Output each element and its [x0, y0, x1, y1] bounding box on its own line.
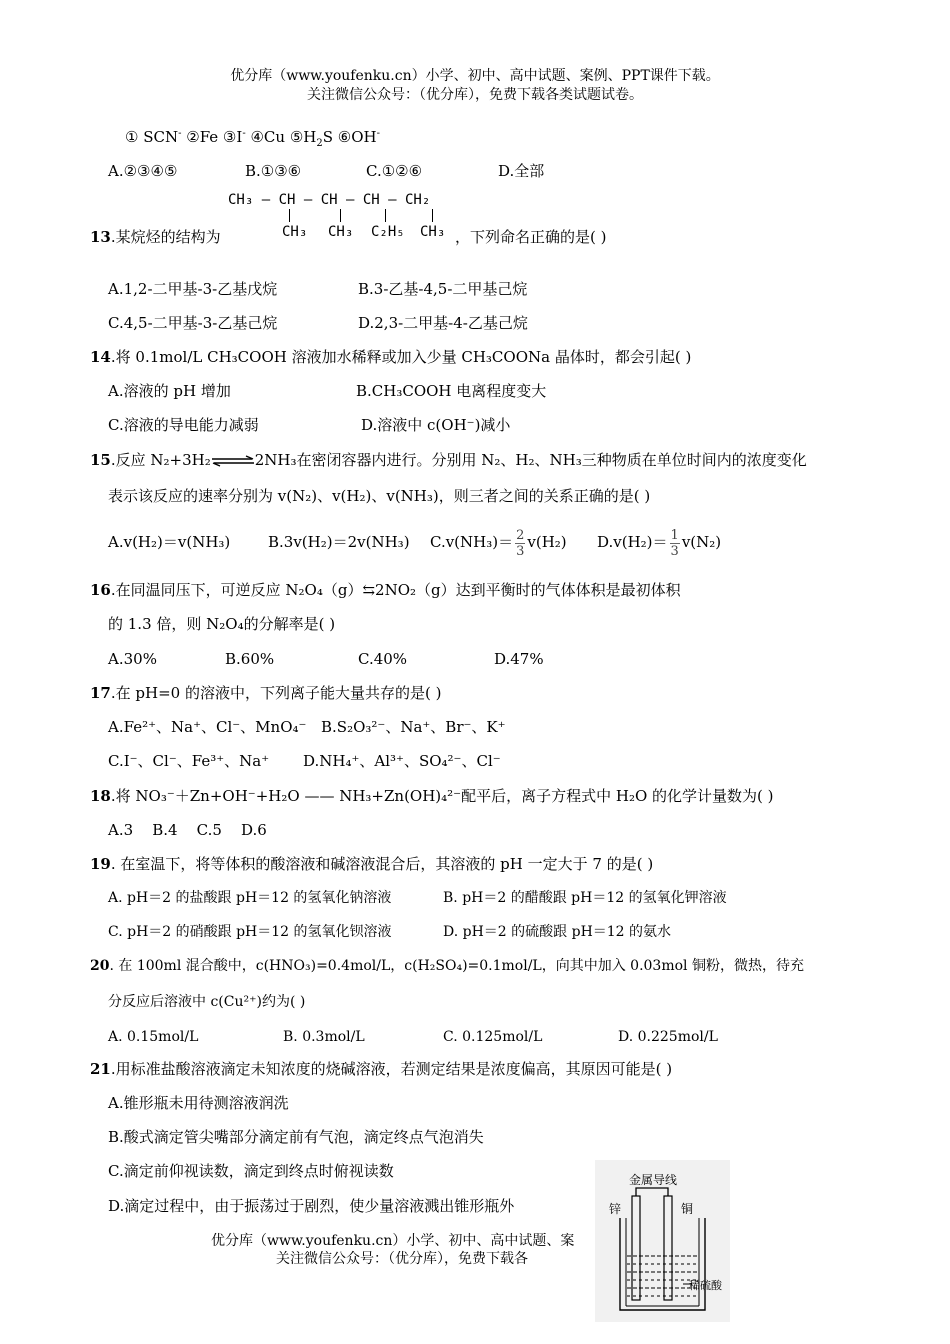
q18-options: A.3 B.4 C.5 D.6 [108, 821, 267, 839]
q15-option-d: D.v(H₂)＝ $\frac{1}{3}$ v(N₂) [597, 527, 722, 559]
q14-stem: 14.将 0.1mol/L CH₃COOH 溶液加水稀释或加入少量 CH₃COONa 晶体时，都会引起( ) [90, 348, 692, 366]
q15-option-c: C.v(NH₃)＝ $\frac{2}{3}$ v(H₂) [430, 527, 567, 559]
wire-label: 金属导线 [629, 1173, 678, 1187]
q13-bond-1 [289, 209, 290, 222]
q14-option-c: C.溶液的导电能力减弱 [108, 416, 259, 434]
footer-line-1: 优分库（www.youfenku.cn）小学、初中、高中试题、案 [211, 1233, 575, 1249]
q13-option-b: B.3-乙基-4,5-二甲基己烷 [358, 280, 528, 298]
q13-stem: 13.某烷烃的结构为 [90, 228, 221, 246]
q16-stem: 16.在同温同压下，可逆反应 N₂O₄（g）⇆2NO₂（g）达到平衡时的气体体积是最初体积 [90, 581, 681, 599]
q16-option-c: C.40% [358, 650, 408, 668]
q13-bond-4 [432, 209, 433, 222]
q20-number: 20 [90, 958, 110, 974]
q17-option-a: A.Fe²⁺、Na⁺、Cl⁻、MnO₄⁻ [108, 718, 307, 736]
q21-number: 21 [90, 1060, 111, 1078]
q18-number: 18 [90, 787, 111, 805]
q19-option-c: C. pH＝2 的硝酸跟 pH＝12 的氢氧化钡溶液 [108, 924, 392, 940]
q21-stem: 21.用标准盐酸溶液滴定未知浓度的烧碱溶液，若测定结果是浓度偏高，其原因可能是( ) [90, 1060, 673, 1078]
q14-option-a: A.溶液的 pH 增加 [108, 382, 231, 400]
footer-line-2: 关注微信公众号：（优分库），免费下载各 [276, 1251, 528, 1267]
q20-option-d: D. 0.225mol/L [618, 1029, 718, 1045]
q12-option-c: C.①②⑥ [366, 162, 423, 180]
q13-substituent-4: CH₃ [420, 224, 446, 240]
q17-stem: 17.在 pH=0 的溶液中，下列离子能大量共存的是( ) [90, 684, 442, 702]
q21-option-c: C.滴定前仰视读数，滴定到终点时俯视读数 [108, 1162, 394, 1180]
q15-stem: 15.反应 N₂+3H₂ 2NH₃在密闭容器内进行。分别用 N₂、H₂、NH₃三种物质在单位时间内的浓度变化 [90, 451, 807, 469]
q13-number: 13 [90, 228, 111, 246]
q19-option-b: B. pH＝2 的醋酸跟 pH＝12 的氢氧化钾溶液 [443, 890, 727, 906]
q19-number: 19 [90, 855, 111, 873]
header-line-1: 优分库（www.youfenku.cn）小学、初中、高中试题、案例、PPT课件下载。 [230, 68, 720, 84]
q19-option-d: D. pH＝2 的硫酸跟 pH＝12 的氨水 [443, 924, 672, 940]
fraction-two-thirds: $\frac{2}{3}$ [516, 527, 525, 559]
q21-option-b: B.酸式滴定管尖嘴部分滴定前有气泡，滴定终点气泡消失 [108, 1128, 484, 1146]
q13-option-c: C.4,5-二甲基-3-乙基己烷 [108, 314, 278, 332]
q14-option-d: D.溶液中 c(OH⁻)减小 [361, 416, 511, 434]
q12-option-b: B.①③⑥ [245, 162, 302, 180]
q19-stem: 19. 在室温下，将等体积的酸溶液和碱溶液混合后，其溶液的 pH 一定大于 7 的是( ) [90, 855, 654, 873]
copper-label: 铜 [681, 1202, 694, 1216]
acid-label: 稀硫酸 [689, 1279, 722, 1292]
q21-option-a: A.锥形瓶未用待测溶液润洗 [108, 1094, 289, 1112]
q13-substituent-3: C₂H₅ [371, 224, 405, 240]
q15-stem-2: 表示该反应的速率分别为 v(N₂)、v(H₂)、v(NH₃)，则三者之间的关系正确的是( ) [108, 487, 651, 505]
q17-option-c: C.I⁻、Cl⁻、Fe³⁺、Na⁺ [108, 752, 270, 770]
q13-stem-post: ，下列命名正确的是( ) [455, 228, 607, 246]
q13-substituent-1: CH₃ [282, 224, 308, 240]
header-line-2: 关注微信公众号：（优分库），免费下载各类试题试卷。 [307, 87, 643, 103]
q20-stem-2: 分反应后溶液中 c(Cu²⁺)约为( ) [108, 994, 306, 1010]
q20-option-a: A. 0.15mol/L [108, 1029, 199, 1045]
q17-number: 17 [90, 684, 111, 702]
q15-option-a: A.v(H₂)＝v(NH₃) [108, 533, 231, 551]
q15-number: 15 [90, 451, 111, 469]
q17-option-b: B.S₂O₃²⁻、Na⁺、Br⁻、K⁺ [321, 718, 506, 736]
q13-substituent-2: CH₃ [328, 224, 354, 240]
q12-option-a: A.②③④⑤ [108, 162, 178, 180]
q14-number: 14 [90, 348, 111, 366]
q21-option-d: D.滴定过程中，由于振荡过于剧烈，使少量溶液溅出锥形瓶外 [108, 1197, 515, 1215]
q13-option-d: D.2,3-二甲基-4-乙基己烷 [358, 314, 528, 332]
q17-option-d: D.NH₄⁺、Al³⁺、SO₄²⁻、Cl⁻ [303, 752, 501, 770]
q16-option-a: A.30% [108, 650, 157, 668]
q13-structure-main-chain: CH₃ — CH — CH — CH — CH₂ [228, 192, 431, 208]
q16-option-b: B.60% [225, 650, 275, 668]
q15-option-b: B.3v(H₂)＝2v(NH₃) [268, 533, 410, 551]
q13-option-a: A.1,2-二甲基-3-乙基戊烷 [108, 280, 278, 298]
q16-stem-2: 的 1.3 倍，则 N₂O₄的分解率是( ) [108, 615, 336, 633]
fraction-one-third: $\frac{1}{3}$ [670, 527, 679, 559]
q19-option-a: A. pH＝2 的盐酸跟 pH＝12 的氢氧化钠溶液 [108, 890, 392, 906]
q13-bond-3 [385, 209, 386, 222]
galvanic-cell-figure [595, 1160, 730, 1322]
q20-option-b: B. 0.3mol/L [283, 1029, 365, 1045]
q20-stem: 20. 在 100ml 混合酸中，c(HNO₃)=0.4mol/L，c(H₂SO₄)=0.1mol/L，向其中加入 0.03mol 铜粉，微热，待充 [90, 958, 804, 974]
q12-option-d: D.全部 [498, 162, 545, 180]
q14-option-b: B.CH₃COOH 电离程度变大 [356, 382, 547, 400]
equilibrium-arrow-icon [211, 455, 255, 467]
q16-number: 16 [90, 581, 111, 599]
q12-ions: ① SCN- ②Fe ③I- ④Cu $⑤H_2S$ ⑥OH- [125, 128, 380, 149]
q13-bond-2 [340, 209, 341, 222]
q20-option-c: C. 0.125mol/L [443, 1029, 543, 1045]
q16-option-d: D.47% [494, 650, 544, 668]
q18-stem: 18.将 NO₃⁻＋Zn+OH⁻+H₂O —— NH₃+Zn(OH)₄²⁻配平后，离子方程式中 H₂O 的化学计量数为( ) [90, 787, 774, 805]
zinc-label: 锌 [609, 1202, 622, 1216]
